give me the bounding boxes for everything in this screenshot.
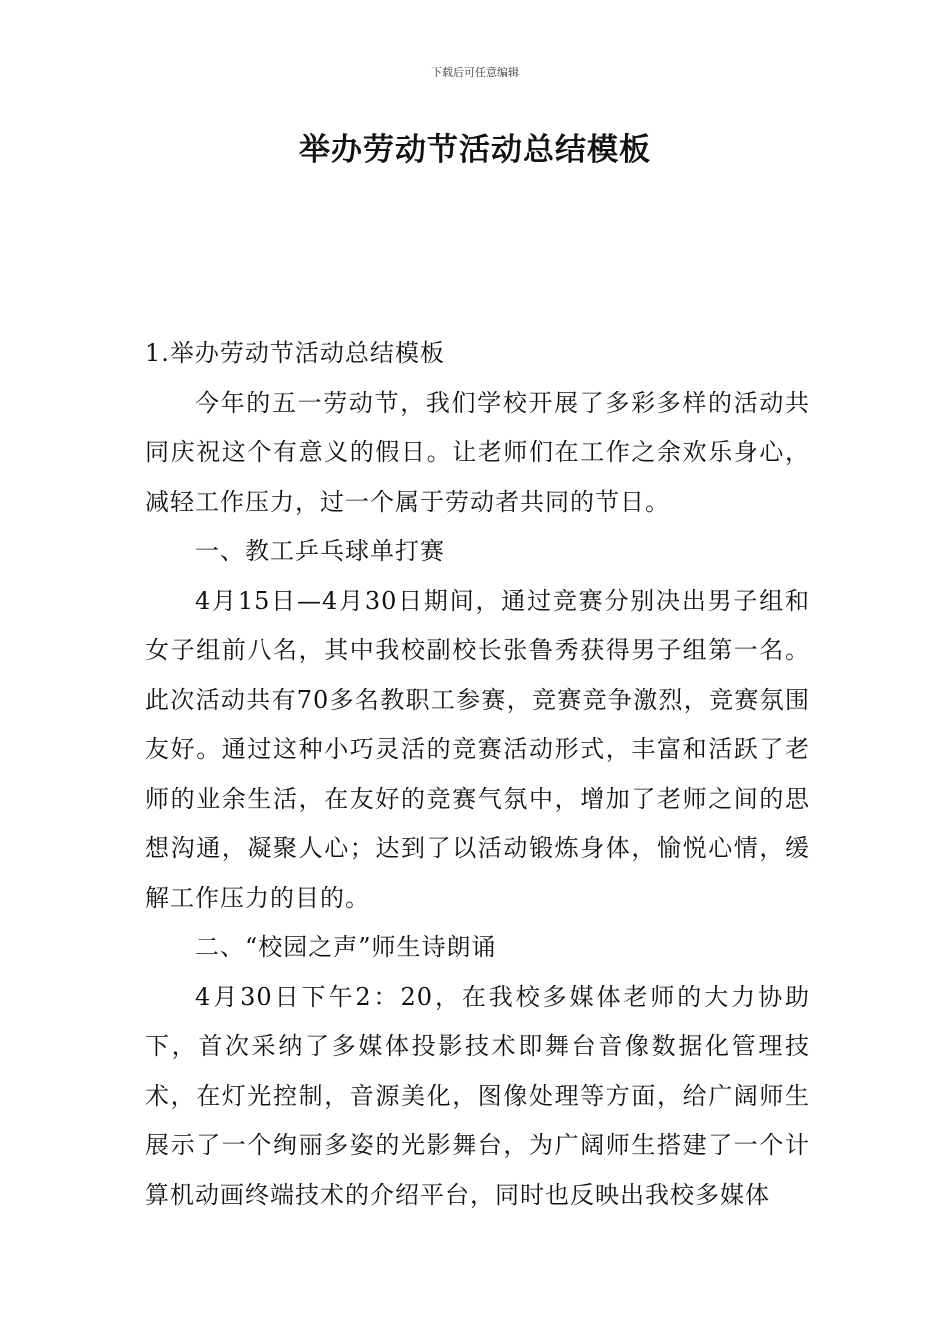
section-heading: 1.举办劳动节活动总结模板	[145, 339, 445, 367]
document-title: 举办劳动节活动总结模板	[299, 132, 651, 168]
subsection-heading-recitation: 二、“校园之声”师生诗朗诵	[195, 933, 497, 961]
recitation-paragraph: 4月30日下午2：20，在我校多媒体老师的大力协助下，首次采纳了多媒体投影技术即舞台音像数据化管理技术，在灯光控制，音源美化，图像处理等方面，给广阔师生展示了一个绚丽多姿的光影舞台，为广阔师生搭建了一个计算机动画终端技术的介绍平台，同时也反映出我校多媒体	[145, 982, 810, 1209]
header-note: 下载后可任意编辑	[431, 66, 519, 79]
subsection-heading-pingpong: 一、教工乒乓球单打赛	[195, 537, 445, 565]
pingpong-paragraph: 4月15日—4月30日期间，通过竞赛分别决出男子组和女子组前八名，其中我校副校长张鲁秀获得男子组第一名。此次活动共有70多名教职工参赛，竞赛竞争激烈，竞赛氛围友好。通过这种小巧灵活的竞赛活动形式，丰富和活跃了老师的业余生活，在友好的竞赛气氛中，增加了老师之间的思想沟通，凝聚人心；达到了以活动锻炼身体，愉悦心情，缓解工作压力的目的。	[145, 586, 810, 912]
intro-paragraph: 今年的五一劳动节，我们学校开展了多彩多样的活动共同庆祝这个有意义的假日。让老师们在工作之余欢乐身心，减轻工作压力，过一个属于劳动者共同的节日。	[145, 388, 810, 516]
document-body	[145, 329, 810, 1220]
